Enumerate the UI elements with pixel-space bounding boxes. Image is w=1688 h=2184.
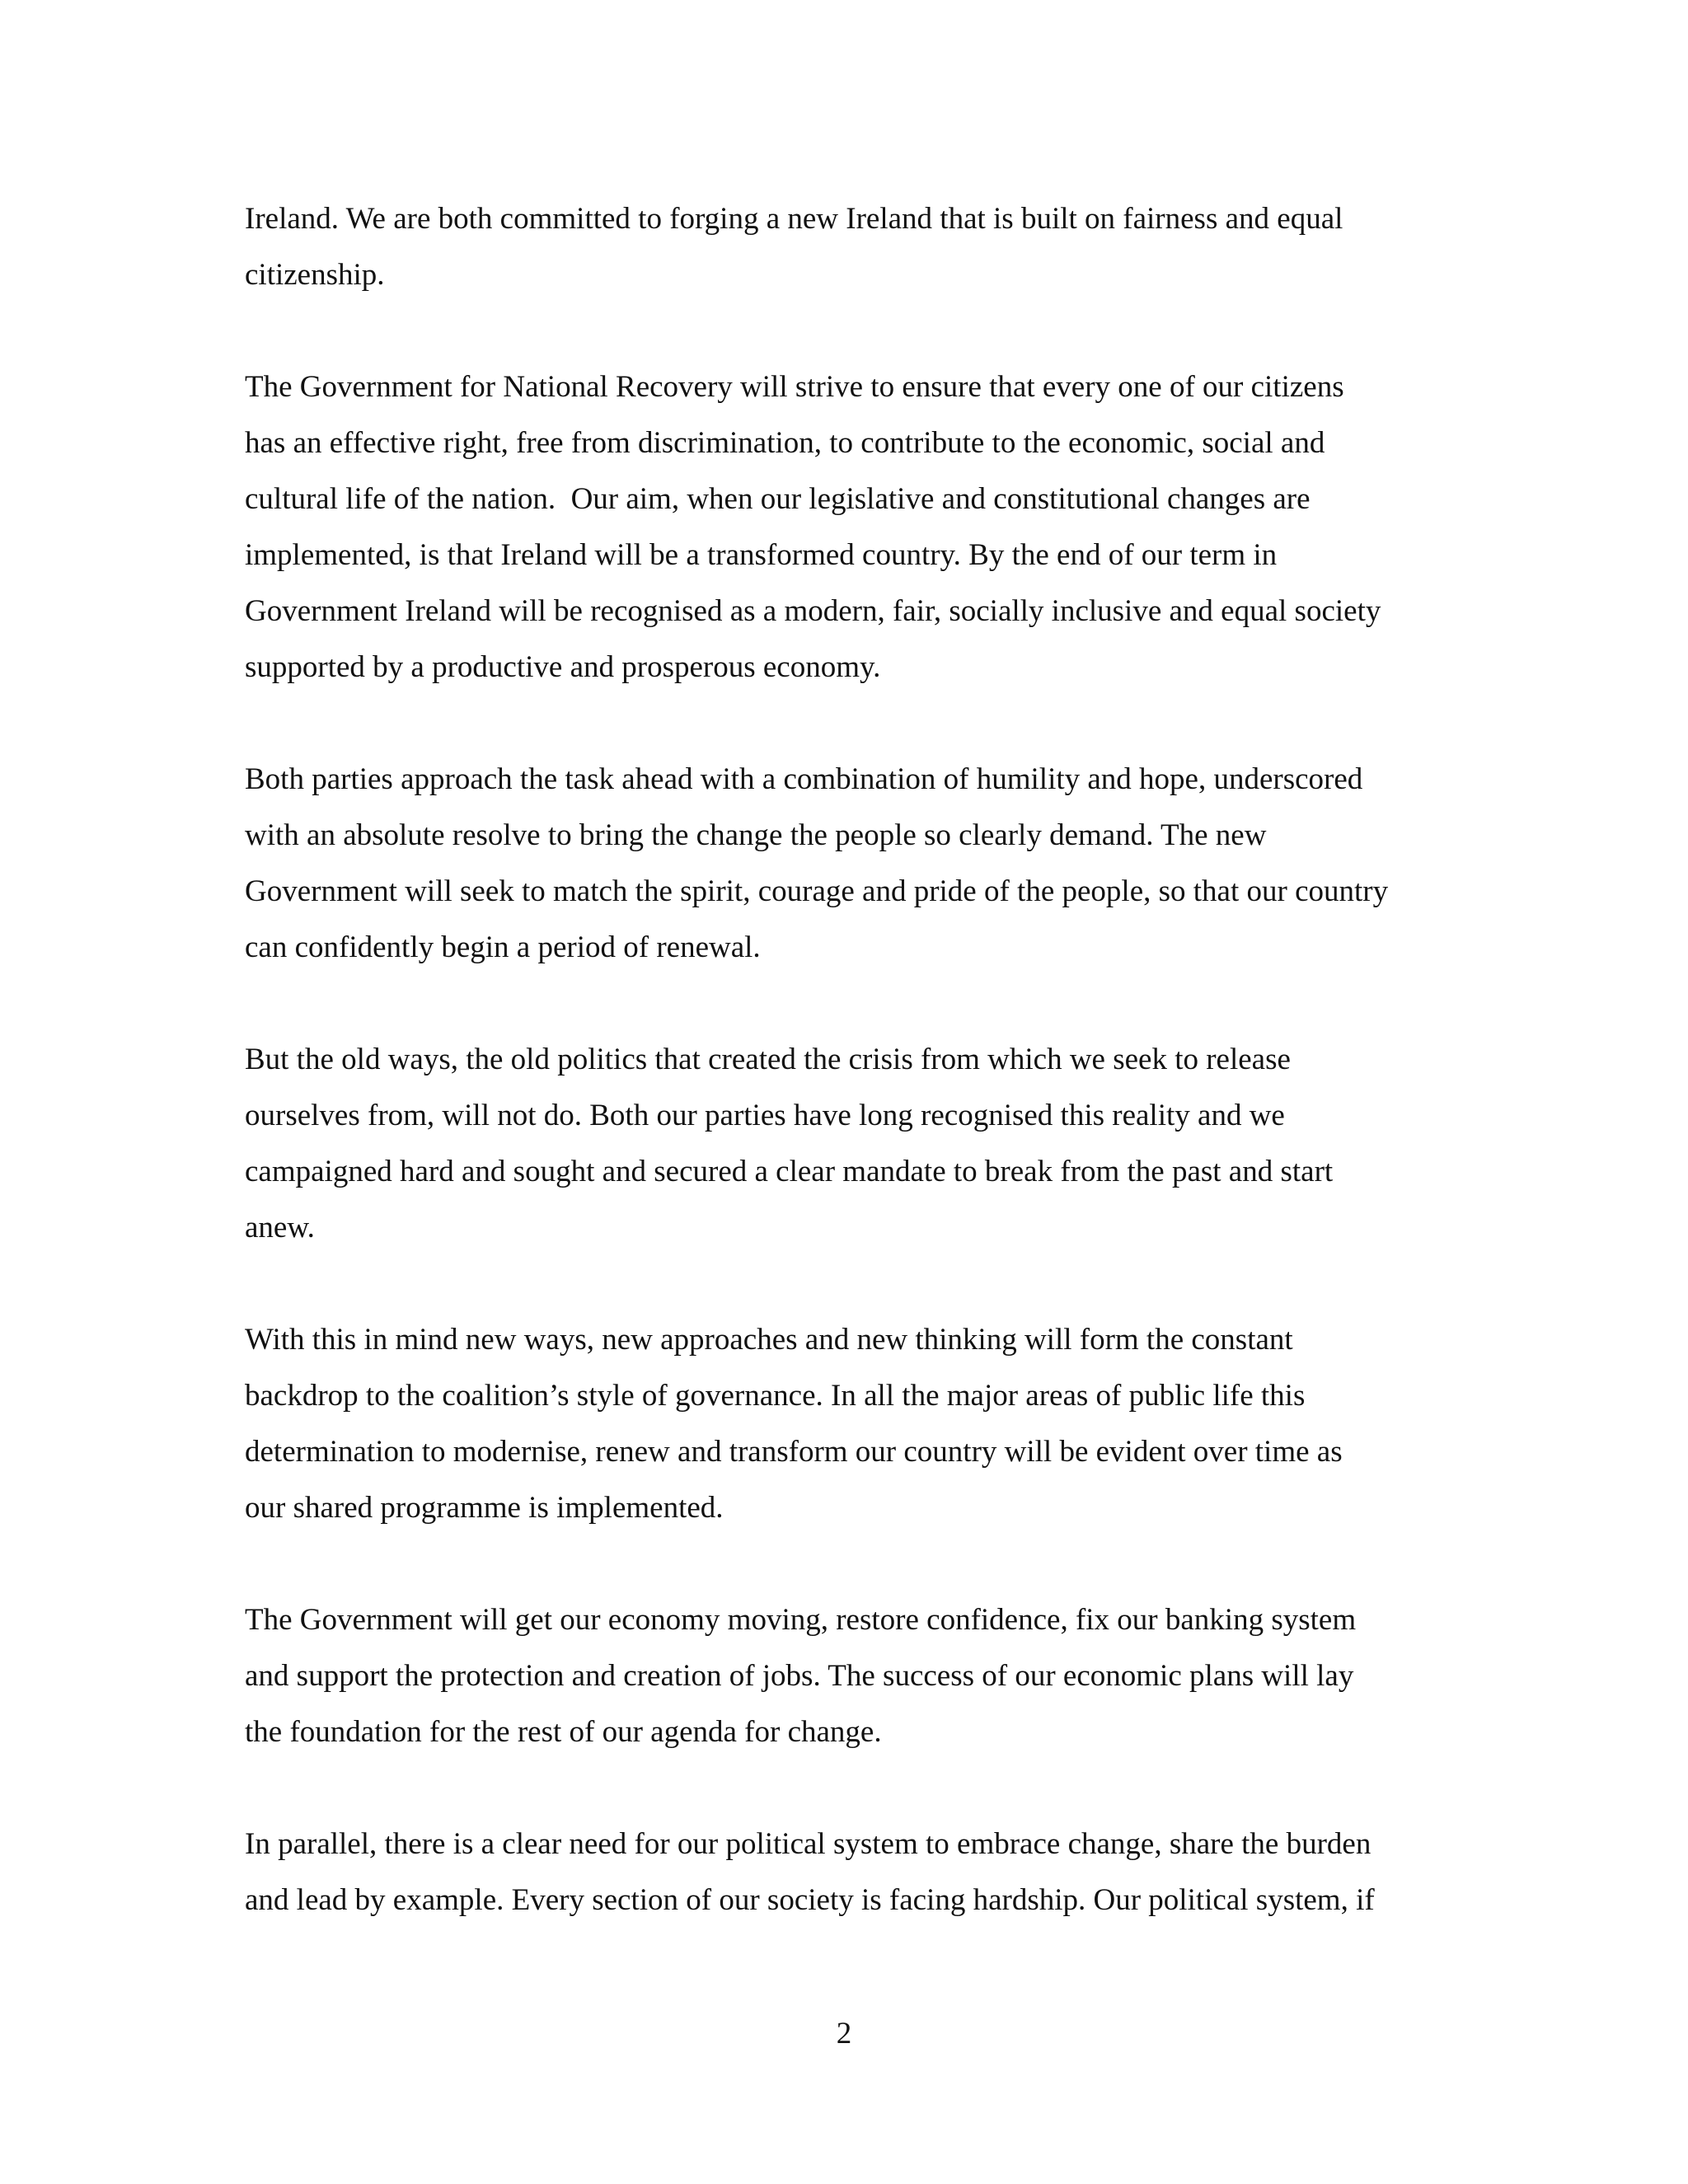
paragraph-7 [245, 1816, 1498, 1929]
text-line: our shared programme is implemented. [245, 1491, 724, 1525]
paragraph-6 [245, 1592, 1498, 1760]
text-line: cultural life of the nation. Our aim, when our legislative and constitutional changes are [245, 482, 1311, 516]
text-line: anew. [245, 1211, 315, 1244]
text-line: Government will seek to match the spirit, courage and pride of the people, so that our country [245, 874, 1389, 908]
document-body [245, 191, 1498, 1985]
text-line: can confidently begin a period of renewal. [245, 930, 761, 964]
paragraph-1 [245, 191, 1498, 303]
text-line: determination to modernise, renew and transform our country will be evident over time as [245, 1435, 1343, 1469]
text-line: Ireland. We are both committed to forging a new Ireland that is built on fairness and equal [245, 202, 1343, 236]
text-line: supported by a productive and prosperous economy. [245, 650, 881, 684]
text-line: In parallel, there is a clear need for our political system to embrace change, share the burden [245, 1827, 1372, 1861]
text-line: Government Ireland will be recognised as a modern, fair, socially inclusive and equal society [245, 594, 1381, 628]
text-line: with an absolute resolve to bring the change the people so clearly demand. The new [245, 818, 1267, 852]
text-line: implemented, is that Ireland will be a transformed country. By the end of our term in [245, 538, 1278, 572]
text-line: The Government for National Recovery will strive to ensure that every one of our citizens [245, 370, 1344, 404]
text-line: and support the protection and creation of jobs. The success of our economic plans will lay [245, 1659, 1354, 1693]
paragraph-3 [245, 752, 1498, 976]
page-number: 2 [836, 2017, 852, 2050]
text-line: and lead by example. Every section of our society is facing hardship. Our political system, if [245, 1883, 1375, 1917]
text-line: Both parties approach the task ahead with a combination of humility and hope, underscored [245, 762, 1363, 796]
text-line: citizenship. [245, 258, 385, 292]
text-line: campaigned hard and sought and secured a clear mandate to break from the past and start [245, 1155, 1334, 1188]
text-line: ourselves from, will not do. Both our parties have long recognised this reality and we [245, 1099, 1285, 1132]
text-line: But the old ways, the old politics that created the crisis from which we seek to release [245, 1043, 1291, 1076]
paragraph-2 [245, 359, 1498, 696]
paragraph-5 [245, 1312, 1498, 1536]
paragraph-4 [245, 1032, 1498, 1256]
text-line: backdrop to the coalition’s style of governance. In all the major areas of public life this [245, 1379, 1306, 1413]
text-line: With this in mind new ways, new approaches and new thinking will form the constant [245, 1323, 1293, 1357]
text-line: has an effective right, free from discrimination, to contribute to the economic, social and [245, 426, 1325, 460]
text-line: the foundation for the rest of our agenda for change. [245, 1715, 882, 1749]
text-line: The Government will get our economy moving, restore confidence, fix our banking system [245, 1603, 1357, 1637]
